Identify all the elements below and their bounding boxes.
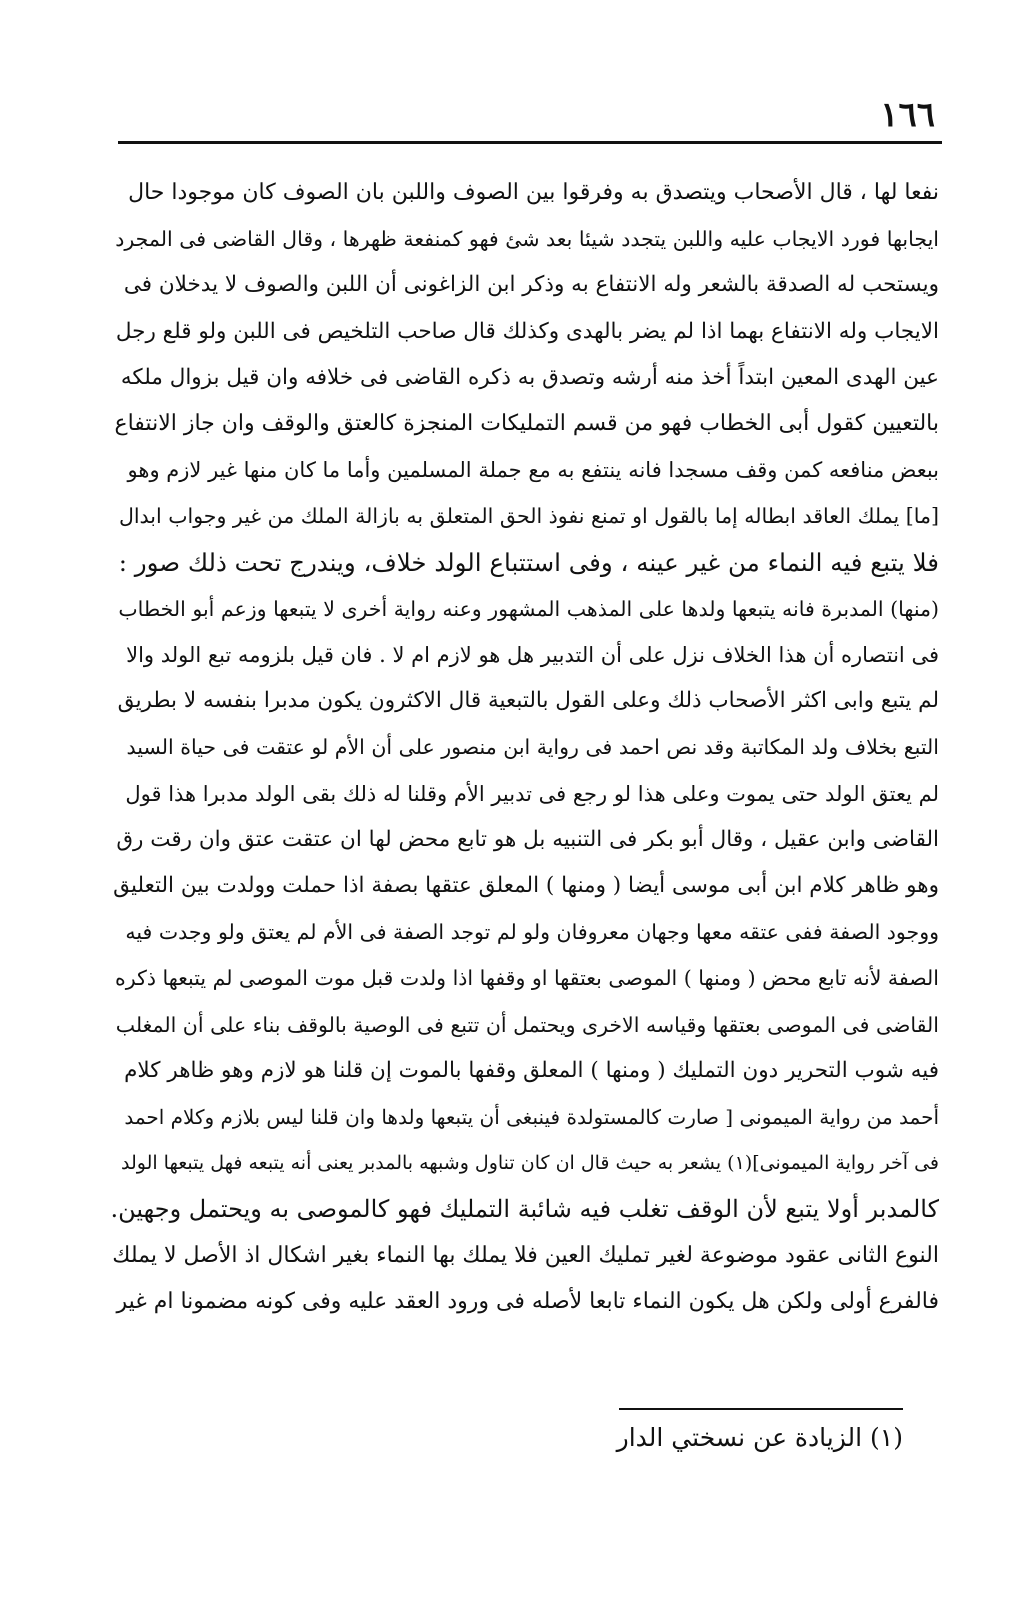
text-line: ويستحب له الصدقة بالشعر وله الانتفاع به وذكر ابن الزاغونى أن اللبن والصوف لا يدخلان فى — [123, 272, 939, 298]
text-line: فالفرع أولى ولكن هل يكون النماء تابعا لأصله فى ورود العقد عليه وفى كونه مضمونا ام غير — [116, 1288, 939, 1314]
text-line: ببعض منافعه كمن وقف مسجدا فانه ينتفع به مع جملة المسلمين وأما ما كان منها غير لازم وهو — [127, 458, 939, 483]
body-text — [111, 170, 939, 1325]
text-line: (منها) المدبرة فانه يتبعها ولدها على المذهب المشهور وعنه رواية أخرى لا يتبعها وزعم أبو الخطاب — [118, 596, 939, 621]
text-line: القاضى فى الموصى بعتقها وقياسه الاخرى ويحتمل أن تتبع فى الوصية بالوقف بناء على أن المغلب — [115, 1012, 939, 1037]
text-line: عين الهدى المعين ابتداً أخذ منه أرشه وتصدق به ذكره القاضى فى خلافه وان قيل بزوال ملكه — [120, 364, 939, 390]
text-line: النوع الثانى عقود موضوعة لغير تمليك العين فلا يملك بها النماء بغير اشكال اذ الأصل لا يملك — [112, 1242, 939, 1268]
header-rule — [118, 141, 942, 144]
text-line: لم يتبع وابى اكثر الأصحاب ذلك وعلى القول بالتبعية قال الاكثرون يكون مدبرا بنفسه لا بطريق — [117, 688, 939, 714]
text-line: أحمد من رواية الميمونى [ صارت كالمستولدة فينبغى أن يتبعها ولدها وان قلنا ليس بلازم وكلام احمد — [124, 1105, 939, 1130]
text-line: كالمدبر أولا يتبع لأن الوقف تغلب فيه شائبة التمليك فهو كالموصى به ويحتمل وجهين. — [111, 1195, 939, 1224]
page-number: ١٦٦ — [880, 95, 935, 135]
footnote: (١) الزيادة عن نسختي الدار — [616, 1423, 903, 1452]
text-line: فى آخر رواية الميمونى](١) يشعر به حيث قال ان كان تناول وشبهه بالمدبر يعنى أنه يتبعه فهل يتبعها الولد — [121, 1152, 939, 1175]
text-line: القاضى وابن عقيل ، وقال أبو بكر فى التنبيه بل هو تابع محض لها ان عتقت عتق وان رقت رق — [116, 826, 939, 852]
text-line: لم يعتق الولد حتى يموت وعلى هذا لو رجع فى تدبير الأم وقلنا له ذلك بقى الولد مدبرا هذا قول — [125, 781, 939, 806]
text-line: التبع بخلاف ولد المكاتبة وقد نص احمد فى رواية ابن منصور على أن الأم لو عتقت فى حياة السيد — [126, 735, 939, 760]
text-line: وهو ظاهر كلام ابن أبى موسى أيضا ( ومنها ) المعلق عتقها بصفة اذا حملت وولدت بين التعليق — [113, 873, 939, 899]
text-line: ووجود الصفة ففى عتقه معها وجهان معروفان ولو لم توجد الصفة فى الأم لم يعتق ولو وجدت فيه — [125, 920, 939, 945]
text-line: فيه شوب التحرير دون التمليك ( ومنها ) المعلق وقفها بالموت إن قلنا هو لازم وهو ظاهر كلام — [124, 1057, 939, 1083]
text-line: الايجاب وله الانتفاع بهما اذا لم يضر بالهدى وكذلك قال صاحب التلخيص فى اللبن ولو قلع رجل — [115, 318, 939, 344]
text-line: الصفة لأنه تابع محض ( ومنها ) الموصى بعتقها او وقفها اذا ولدت قبل موت الموصى لم يتبعها ذكره — [115, 966, 939, 991]
text-line: فى انتصاره أن هذا الخلاف نزل على أن التدبير هل هو لازم ام لا . فان قيل بلزومه تبع الولد والا — [126, 643, 939, 668]
text-line: فلا يتبع فيه النماء من غير عينه ، وفى استتباع الولد خلاف، ويندرج تحت ذلك صور : — [118, 547, 939, 577]
text-line: ايجابها فورد الايجاب عليه واللبن يتجدد شيئا بعد شئ فهو كمنفعة ظهرها ، وقال القاضى فى المجرد — [115, 227, 939, 252]
text-line: نفعا لها ، قال الأصحاب ويتصدق به وفرقوا بين الصوف واللبن بان الصوف كان موجودا حال — [128, 180, 939, 205]
text-line: [ما] يملك العاقد ابطاله إما بالقول او تمنع نفوذ الحق المتعلق به بازالة الملك من غير وجواب ابدال — [118, 504, 939, 529]
footnote-rule — [619, 1408, 903, 1410]
text-line: بالتعيين كقول أبى الخطاب فهو من قسم التمليكات المنجزة كالعتق والوقف وان جاز الانتفاع — [114, 411, 939, 437]
